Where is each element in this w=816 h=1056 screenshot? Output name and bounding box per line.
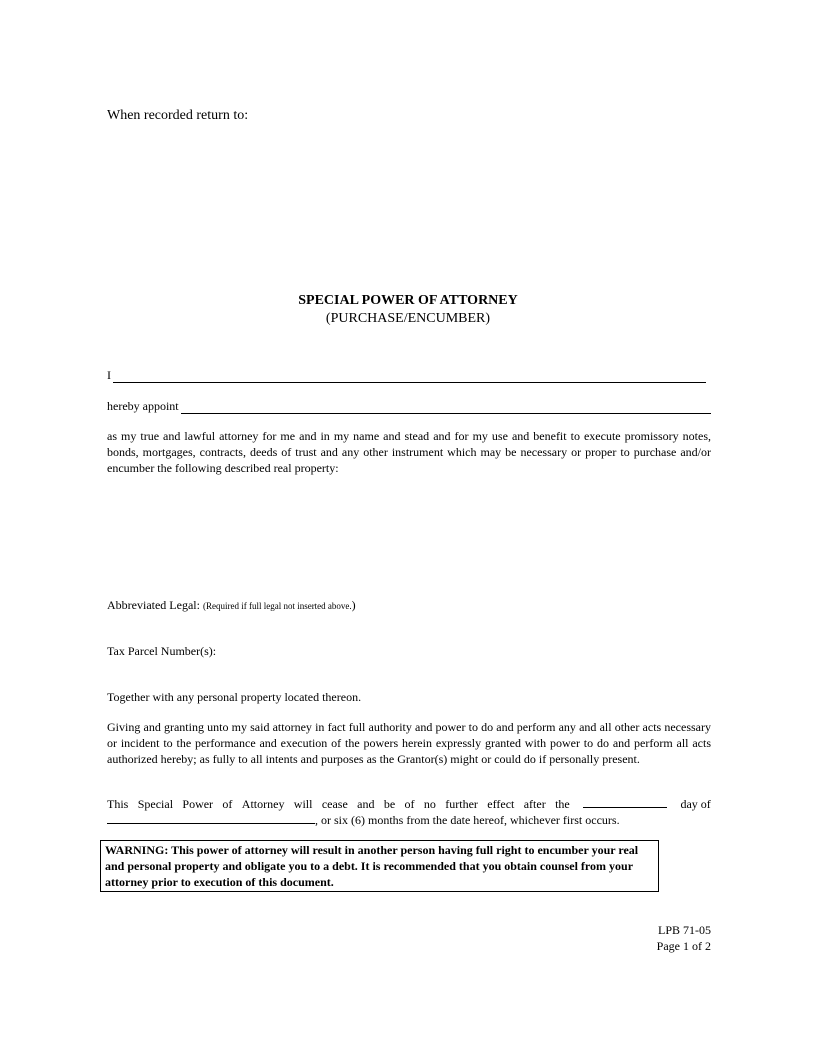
footer xyxy=(657,922,711,954)
cease-line-1 xyxy=(107,796,711,812)
cease-line-2-text: , or six (6) months from the date hereof, whichever first occurs. xyxy=(315,813,620,827)
grantor-field[interactable] xyxy=(113,370,706,383)
cease-month-field[interactable] xyxy=(107,812,315,824)
cease-word: of xyxy=(222,797,233,811)
cease-word: cease xyxy=(321,797,348,811)
cease-word: Attorney xyxy=(241,797,285,811)
document-title: SPECIAL POWER OF ATTORNEY xyxy=(298,293,518,308)
appointee-line xyxy=(107,398,711,414)
cease-word: will xyxy=(293,797,313,811)
appointee-field[interactable] xyxy=(181,401,711,414)
abbreviated-legal-close: ) xyxy=(351,598,356,612)
warning-text: WARNING: This power of attorney will result in another person having full right to encumber your real and personal property and obligate you to a debt. It is recommended that you obtain counsel from your attorney prior to execution of this document. xyxy=(105,843,639,889)
abbreviated-legal xyxy=(107,597,356,614)
cease-word: This xyxy=(107,797,129,811)
tax-parcel-label: Tax Parcel Number(s): xyxy=(107,644,217,658)
form-number: LPB 71-05 xyxy=(657,923,711,937)
cease-line-2 xyxy=(107,812,711,828)
abbreviated-legal-label: Abbreviated Legal: xyxy=(107,598,200,612)
grantor-line xyxy=(107,367,706,383)
cease-word: Special xyxy=(137,797,174,811)
cease-word: further xyxy=(445,797,478,811)
authority-paragraph: as my true and lawful attorney for me and in my name and stead and for my use and benefit to execute promissory notes, bonds, mortgages, contracts, deeds of trust and any other instrument which may be necessary or proper to purchase and/or encumber the following described real property: xyxy=(107,429,711,475)
cease-word: be xyxy=(383,797,396,811)
warning-box xyxy=(100,840,659,892)
page-number: Page 1 of 2 xyxy=(656,939,711,953)
cease-word: the xyxy=(555,797,570,811)
return-address-label: When recorded return to: xyxy=(107,108,249,123)
cease-word: of xyxy=(404,797,415,811)
abbreviated-legal-note: (Required if full legal not inserted above. xyxy=(202,601,352,611)
grantor-label: I xyxy=(107,368,111,382)
document-subtitle: (PURCHASE/ENCUMBER) xyxy=(325,311,491,326)
cease-word: effect xyxy=(487,797,515,811)
cease-paragraph xyxy=(107,796,711,828)
cease-word: after xyxy=(523,797,546,811)
cease-day-of: day of xyxy=(680,797,711,811)
cease-word: no xyxy=(423,797,436,811)
cease-day-field[interactable] xyxy=(583,796,667,808)
cease-word: and xyxy=(357,797,375,811)
appointee-label: hereby appoint xyxy=(107,399,179,413)
personal-property-statement: Together with any personal property located thereon. xyxy=(107,690,362,704)
granting-paragraph: Giving and granting unto my said attorney in fact full authority and power to do and perform any and all other acts necessary or incident to the performance and execution of the powers herein expressly granted with power to do and perform all acts authorized hereby; as fully to all intents and purposes as the Grantor(s) might or could do if personally present. xyxy=(107,720,711,766)
title-block xyxy=(0,292,816,328)
cease-word: Power xyxy=(182,797,214,811)
